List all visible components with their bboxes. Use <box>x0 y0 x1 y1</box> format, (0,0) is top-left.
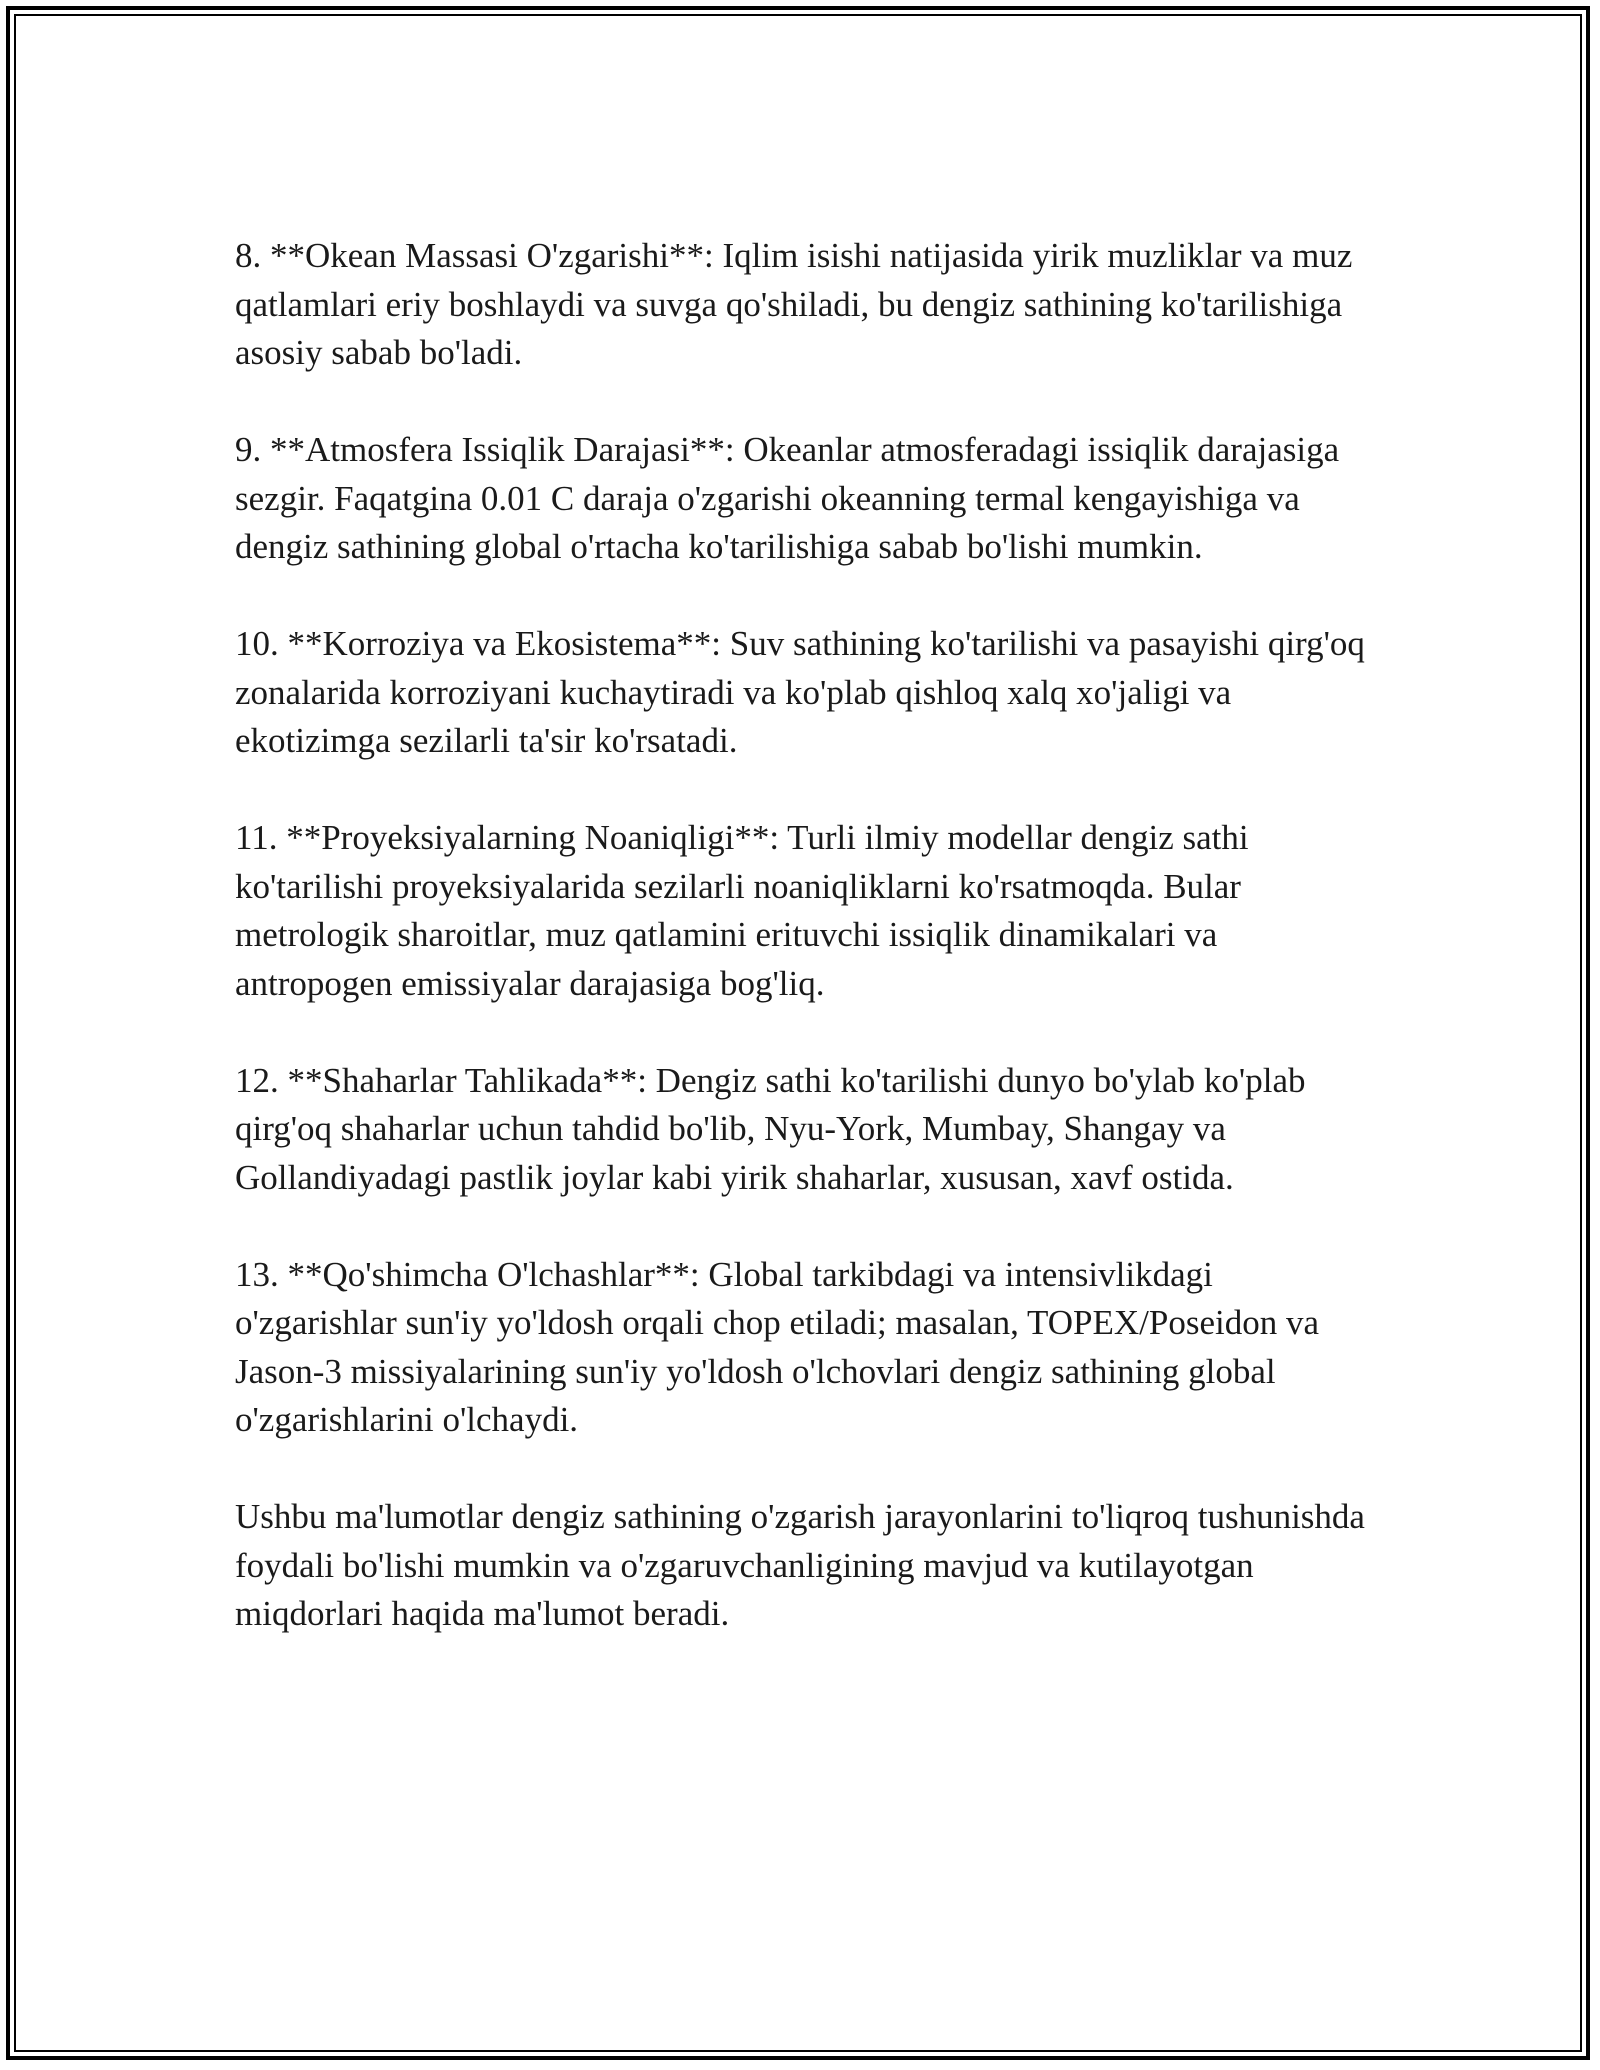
paragraph-item-8: 8. **Okean Massasi O'zgarishi**: Iqlim isishi natijasida yirik muzliklar va muz qatlamlari eriy boshlaydi va suvga qo'shiladi, bu dengiz sathining ko'tarilishiga asosiy sabab bo'ladi. <box>235 236 1353 372</box>
paragraph-item-10: 10. **Korroziya va Ekosistema**: Suv sathining ko'tarilishi va pasayishi qirg'oq zonalarida korroziyani kuchaytiradi va ko'plab qishloq xalq xo'jaligi va ekotizimga sezilarli ta'sir ko'rsatadi. <box>235 624 1365 760</box>
paragraph-conclusion: Ushbu ma'lumotlar dengiz sathining o'zgarish jarayonlarini to'liqroq tushunishda foydali bo'lishi mumkin va o'zgaruvchanligining mavjud va kutilayotgan miqdorlari haqida ma'lumot beradi. <box>235 1497 1365 1633</box>
paragraph-item-9: 9. **Atmosfera Issiqlik Darajasi**: Okeanlar atmosferadagi issiqlik darajasiga sezgir. Faqatgina 0.01 C daraja o'zgarishi okeanning termal kengayishiga va dengiz sathining global o'rtacha ko'tarilishiga sabab bo'lishi mumkin. <box>235 430 1340 566</box>
document-body <box>235 232 1375 1687</box>
paragraph-item-11: 11. **Proyeksiyalarning Noaniqligi**: Turli ilmiy modellar dengiz sathi ko'tarilishi proyeksiyalarida sezilarli noaniqliklarni ko'rsatmoqda. Bular metrologik sharoitlar, muz qatlamini erituvchi issiqlik dinamikalari va antropogen emissiyalar darajasiga bog'liq. <box>235 818 1249 1003</box>
paragraph-item-12: 12. **Shaharlar Tahlikada**: Dengiz sathi ko'tarilishi dunyo bo'ylab ko'plab qirg'oq shaharlar uchun tahdid bo'lib, Nyu-York, Mumbay, Shangay va Gollandiyadagi pastlik joylar kabi yirik shaharlar, xususan, xavf ostida. <box>235 1060 1306 1197</box>
paragraph-item-13: 13. **Qo'shimcha O'lchashlar**: Global tarkibdagi va intensivlikdagi o'zgarishlar sun'iy yo'ldosh orqali chop etiladi; masalan, TOPEX/Poseidon va Jason-3 missiyalarining sun'iy yo'ldosh o'lchovlari dengiz sathining global o'zgarishlarini o'lchaydi. <box>235 1254 1319 1439</box>
